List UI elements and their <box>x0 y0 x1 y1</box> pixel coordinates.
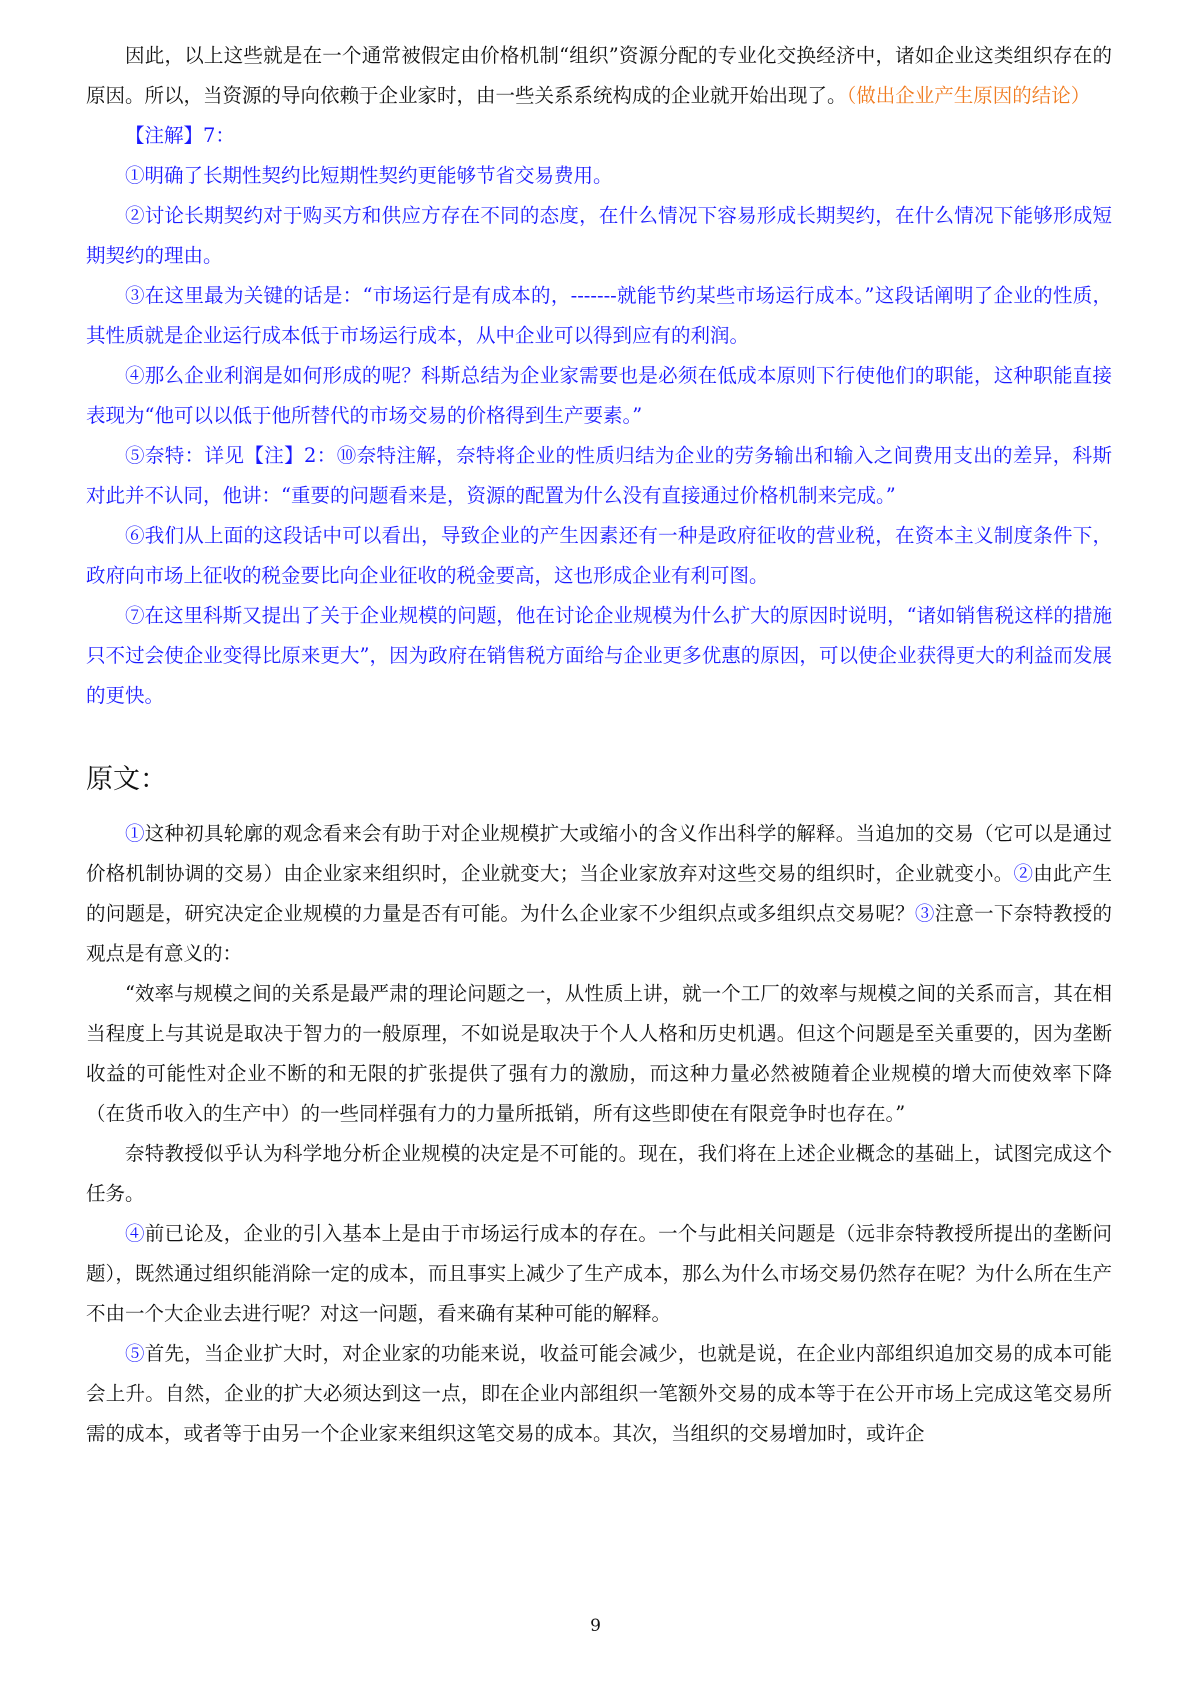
paragraph-number: ② <box>1013 862 1034 885</box>
paragraph-number: ③ <box>914 902 935 925</box>
annotation-item: ②讨论长期契约对于购买方和供应方存在不同的态度，在什么情况下容易形成长期契约，在什么情况下能够形成短期契约的理由。 <box>86 204 1112 267</box>
paragraph-number: ⑤ <box>125 1342 145 1365</box>
annotation-item: ⑥我们从上面的这段话中可以看出，导致企业的产生因素还有一种是政府征收的营业税，在资本主义制度条件下，政府向市场上征收的税金要比向企业征收的税金要高，这也形成企业有利可图。 <box>86 524 1112 587</box>
original-paragraph-2: 奈特教授似乎认为科学地分析企业规模的决定是不可能的。现在，我们将在上述企业概念的基础上，试图完成这个任务。 <box>86 1142 1112 1205</box>
annotation-item: ⑦在这里科斯又提出了关于企业规模的问题，他在讨论企业规模为什么扩大的原因时说明，“诸如销售税这样的措施只不过会使企业变得比原来更大”，因为政府在销售税方面给与企业更多优惠的原因，可以使企业获得更大的利益而发展的更快。 <box>86 604 1112 707</box>
original-heading: 原文： <box>86 764 167 795</box>
paragraph-text: 这种初具轮廓的观念看来会有助于对企业规模扩大或缩小的含义作出科学的解释。当追加的交易（它可以是通过价格机制协调的交易）由企业家来组织时，企业就变大；当企业家放弃对这些交易的组织时，企业就变小。 <box>86 822 1112 885</box>
paragraph-text: 前已论及，企业的引入基本上是由于市场运行成本的存在。一个与此相关问题是（远非奈特教授所提出的垄断问题），既然通过组织能消除一定的成本，而且事实上减少了生产成本，那么为什么市场交易仍然存在呢？为什么所在生产不由一个大企业去进行呢？对这一问题，看来确有某种可能的解释。 <box>86 1222 1112 1325</box>
annotation-list <box>86 156 1112 716</box>
annotation-item: ⑤奈特：详见【注】2：⑩奈特注解，奈特将企业的性质归结为企业的劳务输出和输入之间费用支出的差异，科斯对此并不认同，他讲：“重要的问题看来是，资源的配置为什么没有直接通过价格机制来完成。” <box>86 444 1112 507</box>
paragraph-number: ① <box>125 822 145 845</box>
annotation-item: ④那么企业利润是如何形成的呢？科斯总结为企业家需要也是必须在低成本原则下行使他们的职能，这种职能直接表现为“他可以以低于他所替代的市场交易的价格得到生产要素。” <box>86 364 1112 427</box>
annotation-item: ③在这里最为关键的话是：“市场运行是有成本的，-------就能节约某些市场运行成本。”这段话阐明了企业的性质，其性质就是企业运行成本低于市场运行成本，从中企业可以得到应有的利润。 <box>86 284 1112 347</box>
paragraph-text: 首先，当企业扩大时，对企业家的功能来说，收益可能会减少，也就是说，在企业内部组织追加交易的成本可能会上升。自然，企业的扩大必须达到这一点，即在企业内部组织一笔额外交易的成本等于在公开市场上完成这笔交易所需的成本，或者等于由另一个企业家来组织这笔交易的成本。其次，当组织的交易增加时，或许企 <box>86 1342 1112 1445</box>
intro-note: （做出企业产生原因的结论） <box>846 84 1091 107</box>
knight-quote: “效率与规模之间的关系是最严肃的理论问题之一，从性质上讲，就一个工厂的效率与规模之间的关系而言，其在相当程度上与其说是取决于智力的一般原理，不如说是取决于个人人格和历史机遇。但这个问题是至关重要的，因为垄断收益的可能性对企业不断的和无限的扩张提供了强有力的激励，而这种力量必然被随着企业规模的增大而使效率下降（在货币收入的生产中）的一些同样强有力的力量所抵销，所有这些即使在有限竞争时也存在。” <box>86 982 1112 1125</box>
intro-text: 因此，以上这些就是在一个通常被假定由价格机制“组织”资源分配的专业化交换经济中，诸如企业这类组织存在的原因。所以，当资源的导向依赖于企业家时，由一些关系系统构成的企业就开始出现了。 <box>86 44 1112 107</box>
intro-paragraph <box>86 36 1112 116</box>
paragraph-text: 注意一下奈特教授的观点是有意义的： <box>86 902 1112 965</box>
original-paragraph-1 <box>86 814 1112 974</box>
original-paragraph-4 <box>86 1334 1112 1454</box>
annotation-title: 【注解】7： <box>125 124 235 147</box>
page-content <box>86 36 1112 1454</box>
paragraph-text: 由此产生的问题是，研究决定企业规模的力量是否有可能。为什么企业家不少组织点或多组织点交易呢？ <box>86 862 1112 925</box>
annotation-item: ①明确了长期性契约比短期性契约更能够节省交易费用。 <box>125 164 613 187</box>
original-paragraph-3 <box>86 1214 1112 1334</box>
paragraph-number: ④ <box>125 1222 145 1245</box>
page-number: 9 <box>590 1616 601 1636</box>
